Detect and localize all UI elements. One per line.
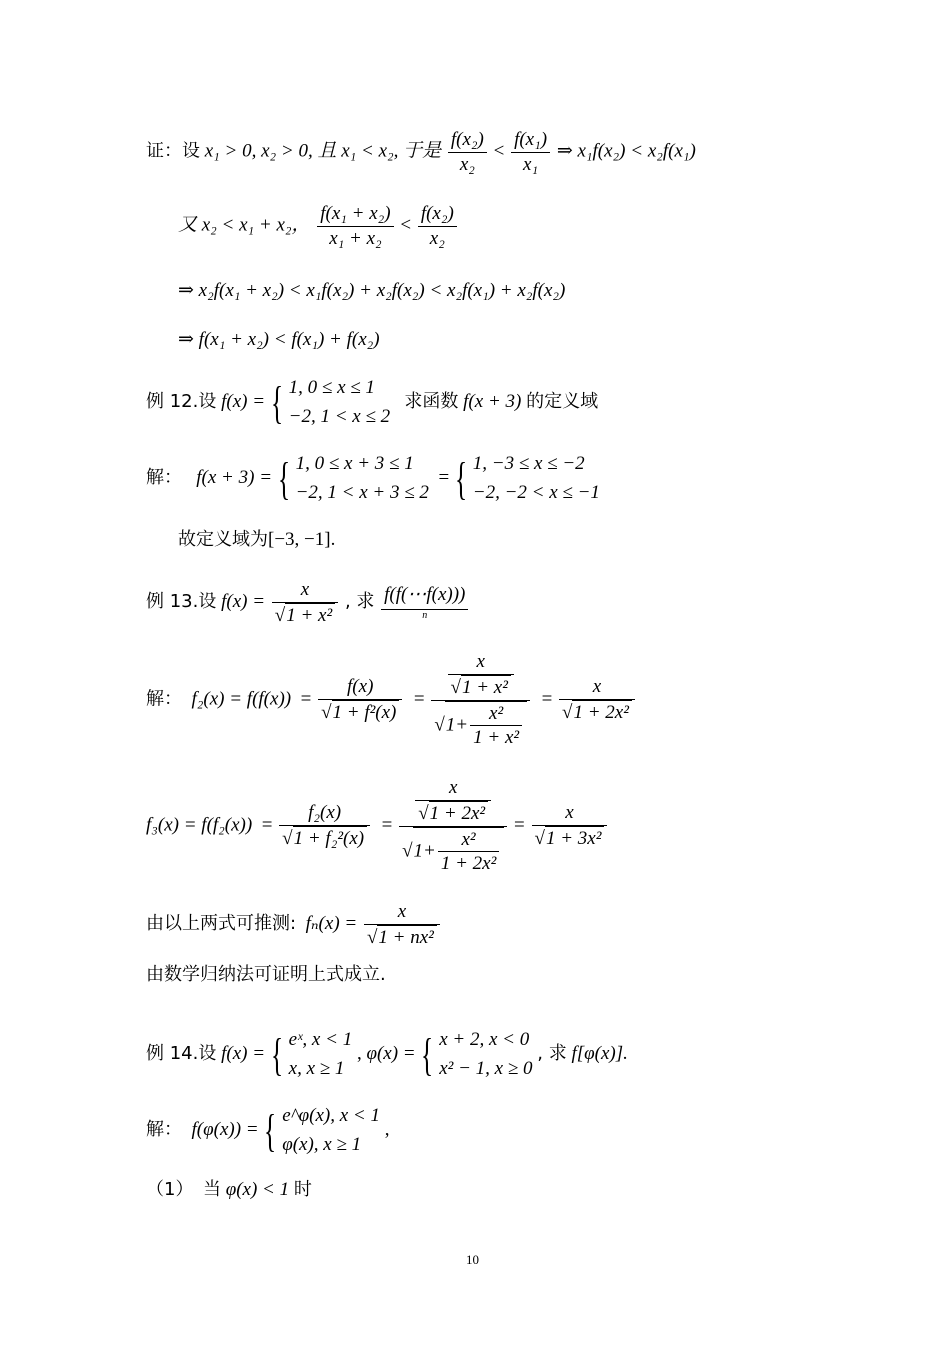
example-13-solution-f3: f₃(x) = f(f₂(x)) = $\frac{\text{f₂(x)}}{\text{√1 + f₂²(x)}}$ = $\frac{x}{\text{√1 + 2x²}}$ √1+ $\frac{\text{x²}}{\text{1 + 2x²}}$ = $\frac{x}{\text{√1 + 3x²}}$ bbox=[146, 776, 609, 876]
example-14-case-1: （1） 当 φ(x) < 1 时 bbox=[146, 1179, 312, 1200]
example-14: 例 14.设 f(x) = { eˣ, x < 1 x, x ≥ 1 , φ(x) = { x + 2, x < 0 x² − 1, x ≥ 0 , 求 f[φ(x)]. bbox=[146, 1026, 628, 1083]
fraction: $\frac{\text{f₂(x)}}{\text{√1 + f₂²(x)}}$ bbox=[279, 801, 370, 851]
proof-line-3: ⇒ x₂f(x₁ + x₂) < x₁f(x₂) + x₂f(x₂) < x₂f(x₁) + x₂f(x₂) bbox=[178, 280, 566, 301]
fraction: $\frac{x}{\text{√1 + 2x²}}$ bbox=[415, 776, 491, 826]
underbrace-expr: f(f(⋯f(x))) n bbox=[381, 583, 468, 622]
fraction: $\frac{\text{f(x₁)}}{\text{x₁}}$ bbox=[511, 128, 550, 177]
left-brace: { bbox=[277, 452, 290, 504]
fraction: $\frac{x}{\text{√1 + 3x²}}$ bbox=[532, 801, 608, 851]
fraction: $\frac{\text{x²}}{\text{1 + x²}}$ bbox=[470, 702, 522, 751]
left-brace: { bbox=[421, 1028, 434, 1080]
example-12-domain: 故定义域为[−3, −1]. bbox=[178, 529, 336, 550]
piecewise: 1, −3 ≤ x ≤ −2 −2, −2 < x ≤ −1 bbox=[472, 453, 600, 503]
piecewise: eˣ, x < 1 x, x ≥ 1 bbox=[288, 1029, 353, 1079]
piecewise: 1, 0 ≤ x ≤ 1 −2, 1 < x ≤ 2 bbox=[288, 377, 391, 427]
nested-fraction: $\frac{x}{\text{√1 + 2x²}}$ √1+ $\frac{\text{x²}}{\text{1 + 2x²}}$ bbox=[399, 776, 507, 876]
sqrt-sign: √ bbox=[450, 676, 461, 698]
fraction: $\frac{\text{f(x₁ + x₂)}}{\text{x₁ + x₂}}$ bbox=[317, 202, 393, 251]
fraction: $\frac{x}{\text{√1 + x²}}$ bbox=[448, 650, 514, 700]
proof-condition: x₁ > 0, x₂ > 0, 且 x₁ < x₂, 于是 bbox=[204, 140, 442, 162]
left-brace: { bbox=[264, 1104, 277, 1156]
sqrt-sign: √ bbox=[402, 840, 413, 862]
fraction: $\frac{\text{f(x₂)}}{\text{x₂}}$ bbox=[418, 202, 457, 251]
proof-line-1: 证：设 x₁ > 0, x₂ > 0, 且 x₁ < x₂, 于是 $\frac{\text{f(x₂)}}{\text{x₂}}$ < $\frac{\text{f(x₁)}}{\text{x₁}}$ ⇒ x₁f(x₂) < x₂f(x₁) bbox=[146, 129, 696, 175]
fraction: $\frac{\text{f(x₂)}}{\text{x₂}}$ bbox=[448, 128, 487, 177]
nested-fraction: $\frac{x}{\text{√1 + x²}}$ √1+ $\frac{\text{x²}}{\text{1 + x²}}$ bbox=[431, 650, 530, 750]
example-13-solution-f2: 解： f₂(x) = f(f(x)) = $\frac{f(x)}{\text{√1 + f²(x)}}$ = $\frac{x}{\text{√1 + x²}}$ √1+ $\frac{\text{x²}}{\text{1 + x²}}$ = $\frac{x}{\text{√1 + 2x²}}$ bbox=[146, 650, 637, 750]
sqrt-sign: √ bbox=[434, 714, 445, 736]
fraction: $\frac{x}{\text{√1 + 2x²}}$ bbox=[559, 675, 635, 725]
proof-line-4: ⇒ f(x₁ + x₂) < f(x₁) + f(x₂) bbox=[178, 329, 380, 350]
sqrt-sign: √ bbox=[366, 926, 378, 948]
sqrt-sign: √ bbox=[282, 828, 293, 849]
piecewise: 1, 0 ≤ x + 3 ≤ 1 −2, 1 < x + 3 ≤ 2 bbox=[295, 453, 429, 503]
piecewise: x + 2, x < 0 x² − 1, x ≥ 0 bbox=[439, 1029, 533, 1079]
left-brace: { bbox=[454, 452, 468, 504]
fraction: $\frac{\text{x²}}{\text{1 + 2x²}}$ bbox=[438, 828, 499, 877]
example-13-induction: 由数学归纳法可证明上式成立. bbox=[146, 964, 386, 985]
piecewise: e^φ(x), x < 1 φ(x), x ≥ 1 bbox=[282, 1105, 381, 1155]
left-brace: { bbox=[270, 1028, 283, 1080]
sqrt-sign: √ bbox=[534, 828, 545, 849]
sqrt-sign: √ bbox=[418, 802, 429, 824]
fraction: $\frac{f(x)}{\text{√1 + f²(x)}}$ bbox=[318, 675, 402, 725]
example-12: 例 12.设 f(x) = { 1, 0 ≤ x ≤ 1 −2, 1 < x ≤ 2 求函数 f(x + 3) 的定义域 bbox=[146, 374, 598, 431]
example-13: 例 13.设 f(x) = $\frac{x}{\text{√1 + x²}}$ , 求 f(f(⋯f(x))) n bbox=[146, 578, 470, 628]
proof-line-2: 又 x₂ < x₁ + x₂， $\frac{\text{f(x₁ + x₂)}}{\text{x₁ + x₂}}$ < $\frac{\text{f(x₂)}}{\text{x₂}}$ bbox=[178, 202, 459, 251]
fraction: $\frac{x}{\text{√1 + x²}}$ bbox=[272, 578, 338, 628]
page-number: 10 bbox=[466, 1252, 479, 1267]
left-brace: { bbox=[270, 376, 283, 428]
fraction: $\frac{x}{\text{√1 + nx²}}$ bbox=[364, 900, 440, 950]
example-13-guess: 由以上两式可推测: fₙ(x) = $\frac{x}{\text{√1 + nx²}}$ bbox=[146, 900, 442, 950]
sqrt-sign: √ bbox=[274, 604, 286, 626]
example-14-solution: 解： f(φ(x)) = { e^φ(x), x < 1 φ(x), x ≥ 1 , bbox=[146, 1102, 390, 1159]
example-12-solution: 解： f(x + 3) = { 1, 0 ≤ x + 3 ≤ 1 −2, 1 < x + 3 ≤ 2 = { 1, −3 ≤ x ≤ −2 −2, −2 < x ≤ −1 bbox=[146, 450, 600, 507]
sqrt-sign: √ bbox=[321, 702, 332, 723]
sqrt-sign: √ bbox=[562, 702, 573, 723]
